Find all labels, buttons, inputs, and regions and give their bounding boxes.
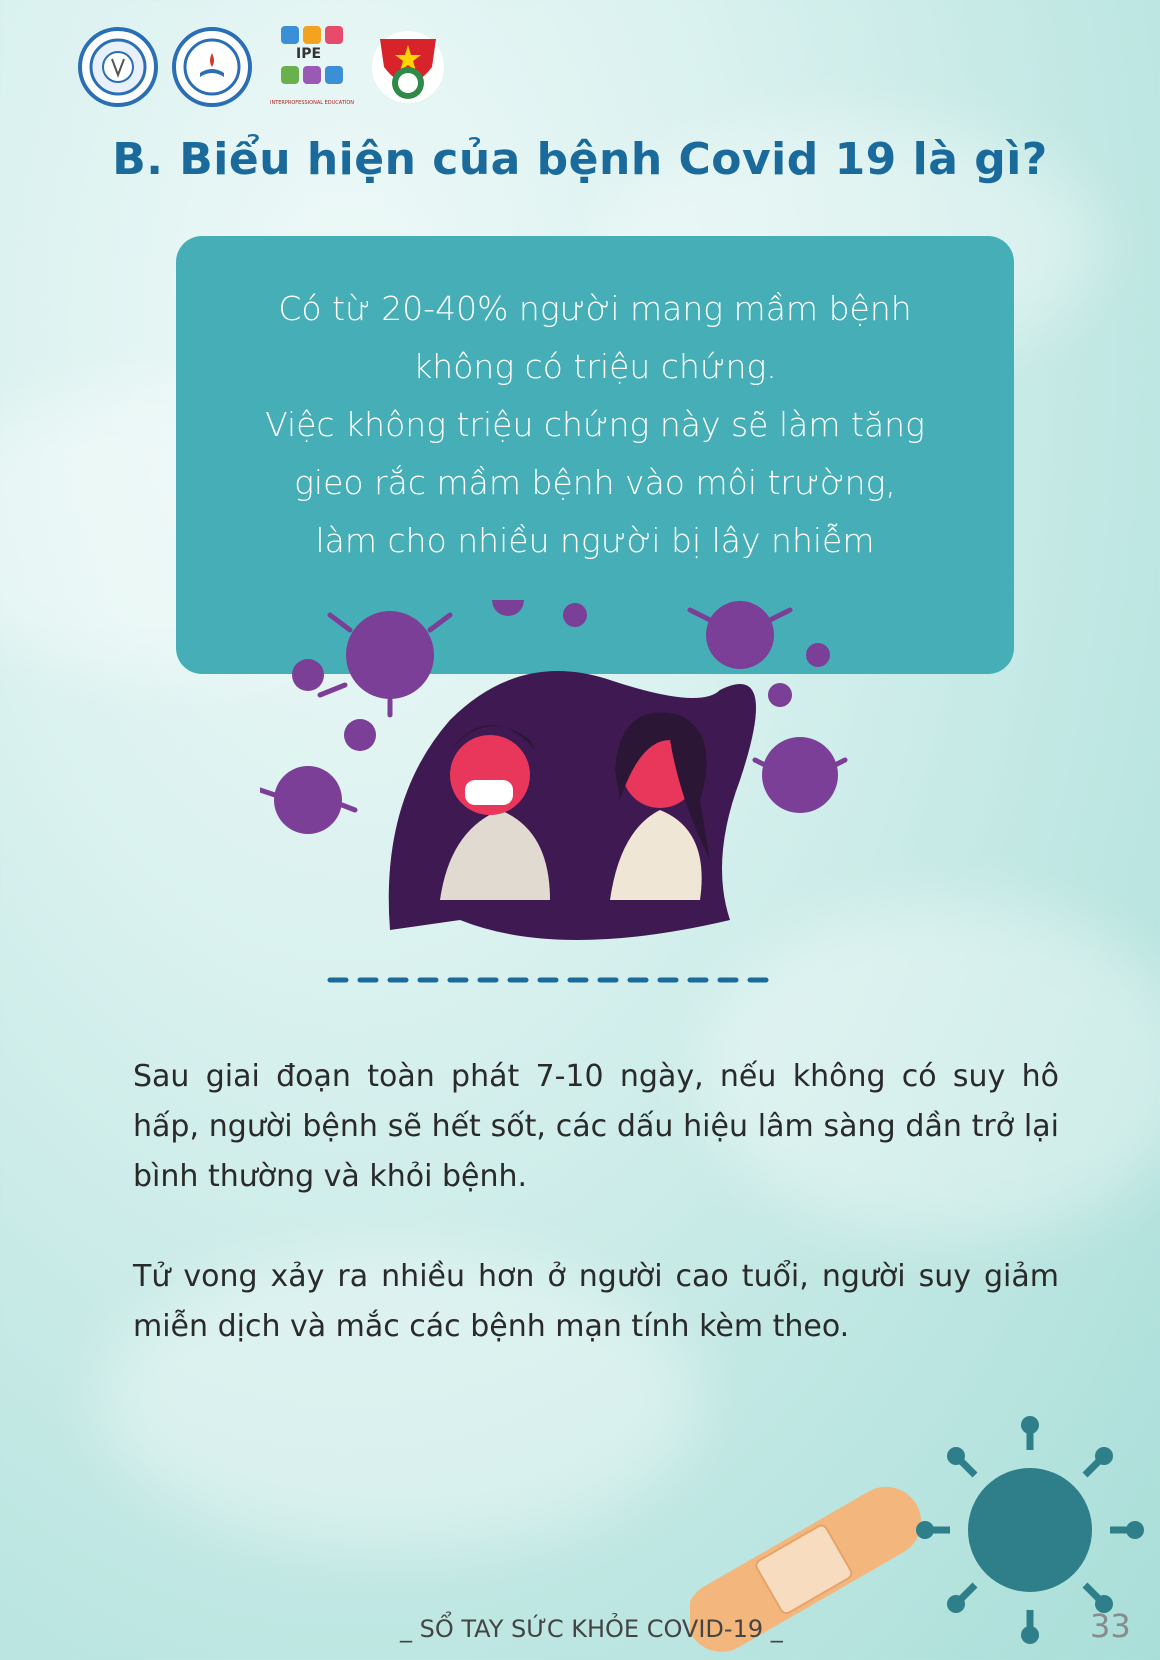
ipe-caption: INTERPROFESSIONAL EDUCATION (269, 100, 355, 106)
header-logos (78, 18, 444, 116)
page-title: B. Biểu hiện của bệnh Covid 19 là gì? (112, 134, 1048, 185)
footer-label: _ SỔ TAY SỨC KHỎE COVID-19 _ (400, 1615, 783, 1643)
university-seal-icon (78, 27, 158, 107)
page-number: 33 (1090, 1607, 1131, 1645)
recovery-paragraph: Sau giai đoạn toàn phát 7-10 ngày, nếu không có suy hô hấp, người bệnh sẽ hết sốt, các dấu hiệu lâm sàng dần trở lại bình thường và khỏi bệnh. (133, 1059, 1059, 1194)
callout-line: làm cho nhiều người bị lây nhiễm (315, 521, 875, 560)
youth-union-logo-icon (372, 31, 444, 103)
ipe-text: IPE (296, 46, 322, 62)
callout-text (176, 280, 1014, 570)
callout-line: Có từ 20-40% người mang mầm bệnh (278, 289, 912, 328)
callout-line: gieo rắc mầm bệnh vào môi trường, (294, 463, 896, 502)
sick-people-illustration (260, 600, 910, 1000)
school-seal-icon (172, 27, 252, 107)
callout-line: Việc không triệu chứng này sẽ làm tăng (265, 405, 925, 444)
mortality-paragraph: Tử vong xảy ra nhiều hơn ở người cao tuổi, người suy giảm miễn dịch và mắc các bệnh mạn tính kèm theo. (133, 1259, 1059, 1344)
ipe-logo-icon (266, 22, 358, 112)
callout-line: không có triệu chứng. (413, 347, 777, 386)
